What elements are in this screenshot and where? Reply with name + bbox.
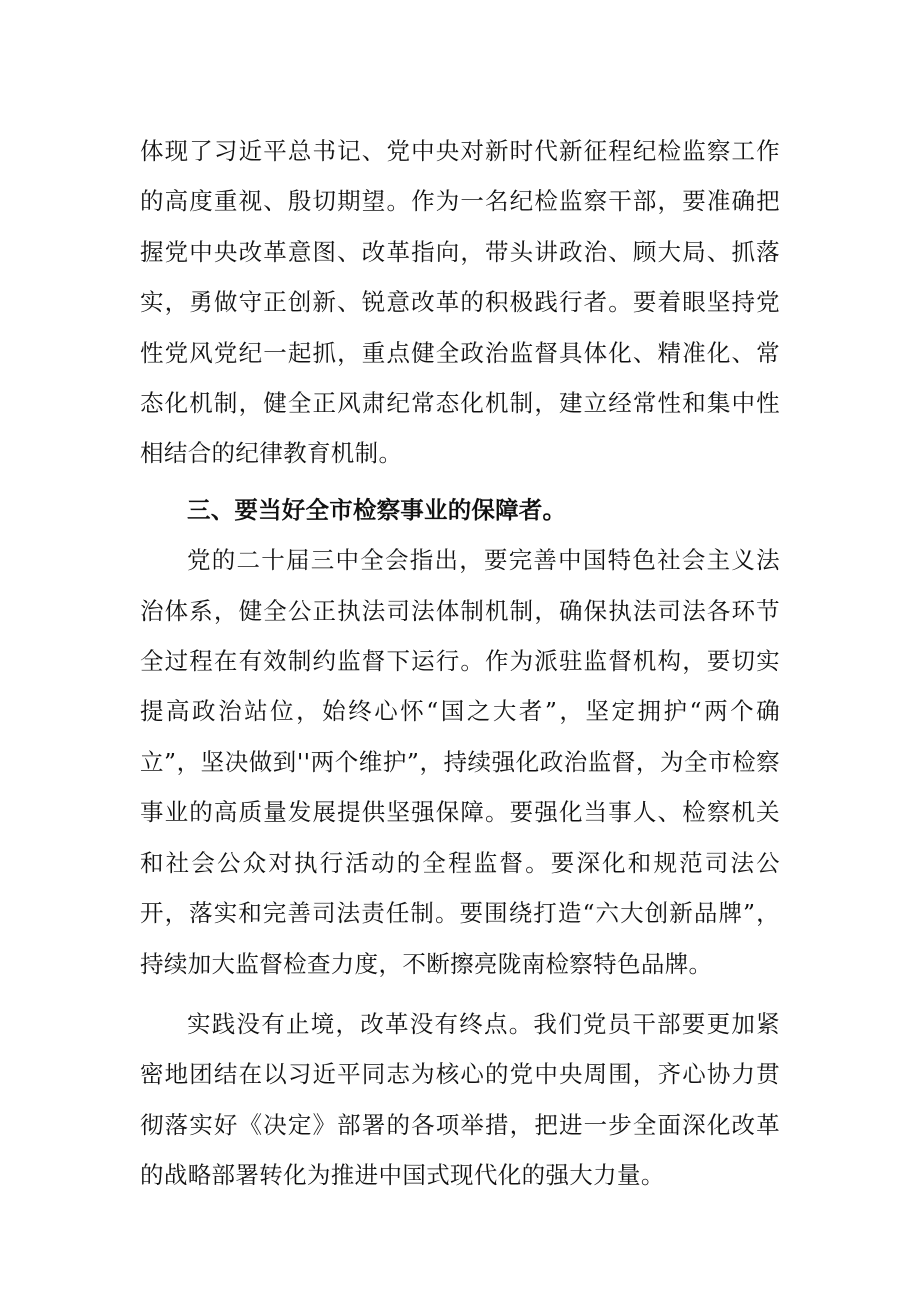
section-heading-3: 三、要当好全市检察事业的保障者。: [187, 495, 567, 524]
paragraph-section-3: 党的二十届三中全会指出，要完善中国特色社会主义法治体系，健全公正执法司法体制机制，确保执法司法各环节全过程在有效制约监督下运行。作为派驻监督机构，要切实提高政治站位，始终心怀“国之大者”，坚定拥护“两个确立”，坚决做到''两个维护”，持续强化政治监督，为全市检察事业的高质量发展提供坚强保障。要强化当事人、检察机关和社会公众对执行活动的全程监督。要深化和规范司法公开，落实和完善司法责任制。要围绕打造“六大创新品牌”，持续加大监督检查力度，不断擦亮陇南检察特色品牌。: [140, 546, 780, 978]
paragraph-conclusion: 实践没有止境，改革没有终点。我们党员干部要更加紧密地团结在以习近平同志为核心的党中央周围，齐心协力贯彻落实好《决定》部署的各项举措，把进一步全面深化改革的战略部署转化为推进中国式现代化的强大力量。: [140, 1009, 780, 1190]
document-body: [140, 126, 780, 1201]
paragraph-continuation: 体现了习近平总书记、党中央对新时代新征程纪检监察工作的高度重视、殷切期望。作为一名纪检监察干部，要准确把握党中央改革意图、改革指向，带头讲政治、顾大局、抓落实，勇做守正创新、锐意改革的积极践行者。要着眼坚持党性党风党纪一起抓，重点健全政治监督具体化、精准化、常态化机制，健全正风肃纪常态化机制，建立经常性和集中性相结合的纪律教育机制。: [140, 137, 780, 468]
